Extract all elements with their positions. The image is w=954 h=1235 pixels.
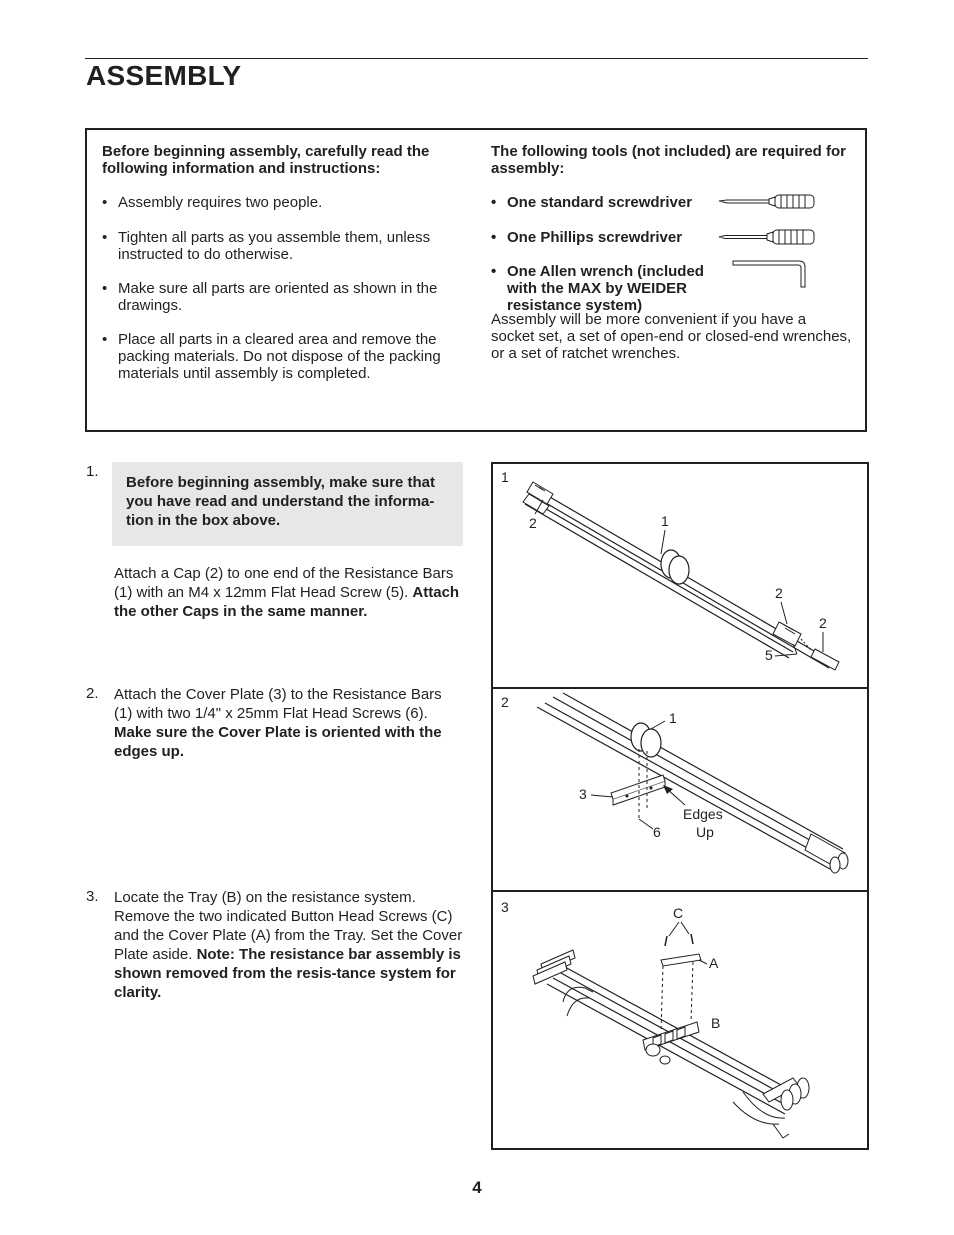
info-bullet: • Make sure all parts are oriented as shown in the drawings. [102, 280, 462, 314]
fig2-label-screws: 6 [653, 824, 661, 840]
step-3-number: 3. [86, 888, 99, 905]
info-left-heading: Before beginning assembly, carefully read the following information and instructions: [102, 143, 430, 177]
fig1-label-cap: 2 [819, 615, 827, 631]
step-1-text [114, 564, 464, 621]
tool-label: • One standard screwdriver [491, 194, 716, 211]
step-2-number: 2. [86, 685, 99, 702]
phillips-screwdriver-icon [717, 227, 819, 247]
tool-item [491, 194, 716, 211]
figures-panel [491, 462, 869, 1150]
info-bullet: • Assembly requires two people. [102, 194, 462, 211]
fig1-label-cap: 2 [529, 515, 537, 531]
fig3-label-tray: B [711, 1015, 721, 1031]
step-3-bold: Note: The resistance bar assembly is shown removed from the resis-tance system for clarity. [114, 946, 461, 1001]
step-1-bold: Attach the other Caps in the same manner. [114, 584, 460, 620]
info-bullet-list [102, 194, 462, 382]
figure-3-number: 3 [501, 899, 509, 915]
step-1-note: Before beginning assembly, make sure that you have read and understand the informa-tion in the box above. [126, 474, 435, 529]
figure-1-resistance-bars-caps [493, 464, 867, 687]
fig1-label-bars: 1 [661, 513, 669, 529]
tools-list [491, 177, 853, 314]
info-left-column [102, 143, 462, 382]
info-box [85, 128, 867, 432]
step-2-bold: Make sure the Cover Plate is oriented with the edges up. [114, 724, 442, 760]
fig2-label-bars: 1 [669, 710, 677, 726]
step-1-number: 1. [86, 463, 99, 480]
figure-2-cover-plate [493, 689, 867, 890]
fig2-label-edges: Edges [683, 806, 723, 822]
step-3-body: Locate the Tray (B) on the resistance system. Remove the two indicated Button Head Screws (C) and the Cover Plate (A) from the Tray. Set the Cover Plate aside. [114, 889, 463, 963]
tools-heading: The following tools (not included) are required for assembly: [491, 143, 846, 177]
tool-label: • One Allen wrench (included with the MAX by WEIDER resistance system) [491, 263, 716, 314]
step-2-body: Attach the Cover Plate (3) to the Resistance Bars (1) with two 1/4" x 25mm Flat Head Screws (6). [114, 686, 442, 722]
fig3-label-plate: A [709, 955, 719, 971]
tool-label: • One Phillips screwdriver [491, 229, 716, 246]
step-3-text [114, 888, 464, 1002]
fig3-label-screws: C [673, 905, 684, 921]
info-right-column [491, 143, 853, 362]
figure-2-number: 2 [501, 694, 509, 710]
fig1-label-screw: 5 [765, 647, 773, 663]
fig2-label-plate: 3 [579, 786, 587, 802]
tool-item [491, 229, 716, 246]
step-1-note-box [112, 462, 463, 546]
figure-1-number: 1 [501, 469, 509, 485]
fig2-label-up: Up [696, 824, 714, 840]
figure-3-tray [493, 892, 867, 1150]
page-number: 4 [472, 1178, 482, 1197]
page-title: ASSEMBLY [86, 60, 242, 91]
standard-screwdriver-icon [717, 192, 819, 212]
fig1-label-cap: 2 [775, 585, 783, 601]
allen-wrench-icon [731, 257, 811, 291]
info-bullet: • Place all parts in a cleared area and remove the packing materials. Do not dispose of the packing materials until assembly is completed. [102, 331, 462, 382]
tools-footer: Assembly will be more convenient if you have a socket set, a set of open-end or closed-end wrenches, or a set of ratchet wrenches. [491, 311, 852, 362]
info-bullet: • Tighten all parts as you assemble them, unless instructed to do otherwise. [102, 229, 462, 263]
top-rule [85, 58, 868, 59]
step-1-body: Attach a Cap (2) to one end of the Resistance Bars (1) with an M4 x 12mm Flat Head Screw (5). [114, 565, 454, 601]
step-2-text [114, 685, 464, 761]
tool-item [491, 263, 716, 314]
